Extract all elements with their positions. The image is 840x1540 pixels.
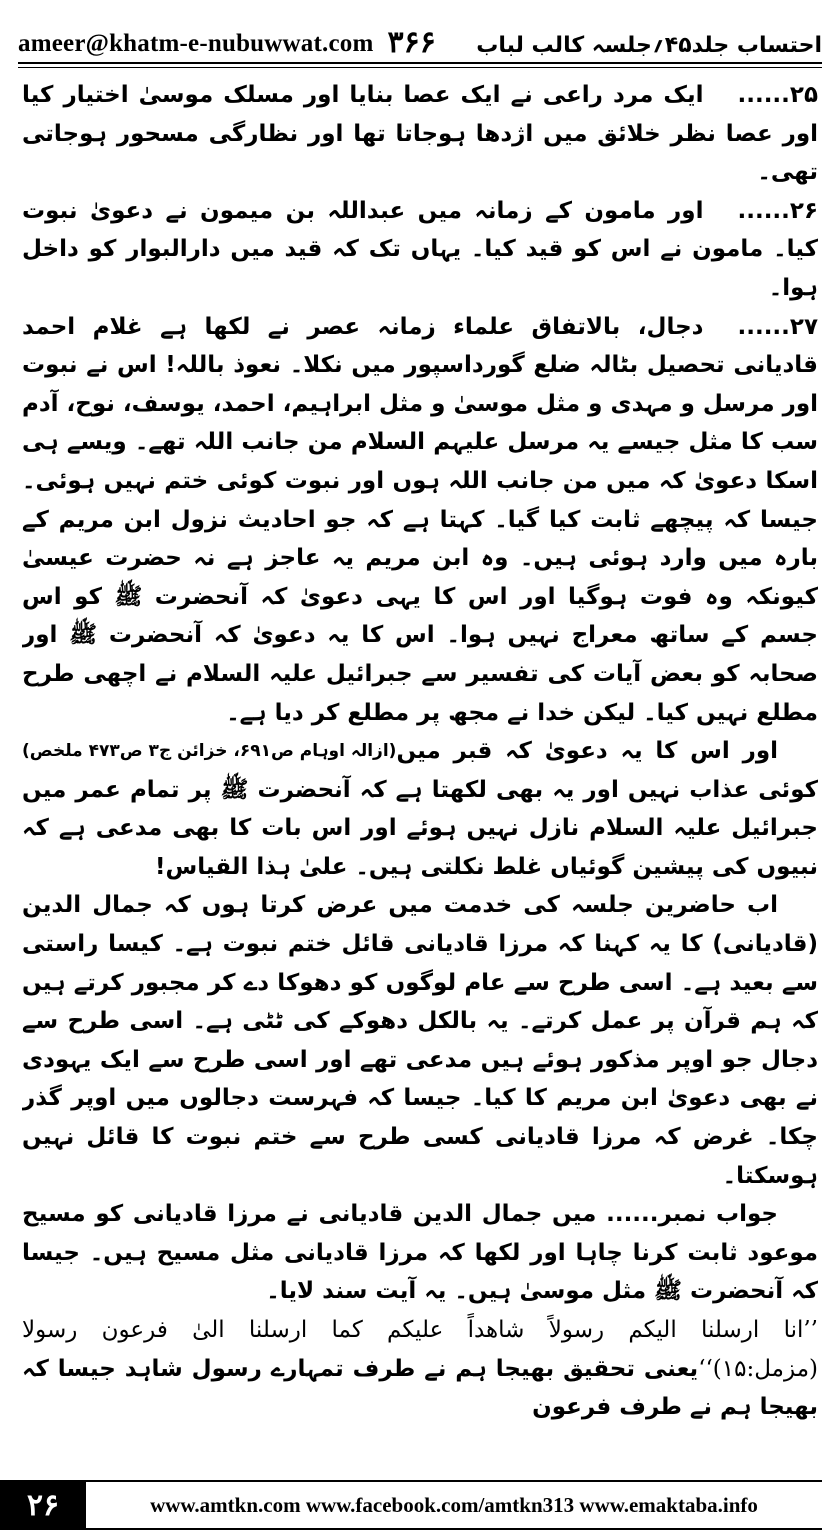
paragraph-text: اور اس کا یہ دعویٰ کہ قبر میں کوئی عذاب نہیں اور یہ بھی لکھتا ہے کہ آنحضرت ﷺ پر تمام عمر میں جبرائیل علیہ السلام نازل نہیں ہوئے اور اس بات کا بھی مدعی ہے کہ نبیوں کی پیشین گوئیاں غلط نکلتی ہیں۔ علیٰ ہذا القیاس! bbox=[22, 738, 818, 880]
paragraph-text: اور مامون کے زمانہ میں عبداللہ بن میمون نے دعویٰ نبوت کیا۔ مامون نے اس کو قید کیا۔ یہاں تک کہ قید میں دارالبوار کو داخل ہوا۔ bbox=[22, 197, 818, 301]
paragraph-text: یعنی تحقیق بھیجا ہم نے طرف تمہارے رسول شاہد جیسا کہ بھیجا ہم نے طرف فرعون bbox=[22, 1355, 818, 1421]
page-footer bbox=[0, 1474, 840, 1534]
header-rule bbox=[18, 62, 822, 64]
footer-bar bbox=[86, 1480, 822, 1530]
page-body bbox=[22, 76, 818, 1466]
paragraph-answer bbox=[22, 1195, 818, 1311]
answer-label: جواب نمبر...... bbox=[606, 1201, 778, 1228]
header-left bbox=[18, 25, 436, 60]
citation: (ازالہ اوہام ص۶۹۱، خزائن ج۳ ص۴۷۳ ملخص) bbox=[22, 741, 397, 762]
footer-links: www.amtkn.com www.facebook.com/amtkn313 www.emaktaba.info bbox=[150, 1492, 758, 1517]
paragraph-26 bbox=[22, 192, 818, 308]
paragraph-address bbox=[22, 886, 818, 1195]
paragraph-ayah bbox=[22, 1311, 818, 1427]
item-number: ۲۵...... bbox=[737, 82, 818, 108]
quranic-verse: ’’انا ارسلنا الیکم رسولاً شاھداً علیکم کما ارسلنا الیٰ فرعون رسولا (مزمل:۱۵)‘‘ bbox=[22, 1317, 818, 1382]
paragraph-27 bbox=[22, 308, 818, 762]
paragraph-text: اب حاضرین جلسہ کی خدمت میں عرض کرتا ہوں کہ جمال الدین (قادیانی) کا یہ کہنا کہ مرزا قادیانی قائل ختم نبوت ہے۔ کیسا راستی سے بعید ہے۔ اسی طرح سے عام لوگوں کو دھوکا دے کر مجبور کرتے ہیں کہ ہم قرآن پر عمل کرتے۔ یہ بالکل دھوکے کی ٹٹی ہے۔ اسی طرح سے دجال جو اوپر مذکور ہوئے ہیں مدعی تھے اور اسی طرح سے ایک یہودی نے بھی دعویٰ ابن مریم کا کیا۔ جیسا کہ فہرست دجالوں میں اوپر گذر چکا۔ غرض کہ مرزا قادیانی کسی طرح سے ختم نبوت کا قائل نہیں ہوسکتا۔ bbox=[22, 892, 818, 1189]
header-book-title: احتساب جلد۴۵؍جلسہ کالب لباب bbox=[476, 33, 822, 58]
header-email: ameer@khatm-e-nubuwwat.com bbox=[18, 30, 374, 57]
paragraph-text: میں جمال الدین قادیانی نے مرزا قادیانی کو مسیح موعود ثابت کرنا چاہا اور لکھا کہ مرزا قادیانی مثل مسیح ہیں۔ جیسا کہ آنحضرت ﷺ مثل موسیٰ ہیں۔ یہ آیت سند لایا۔ bbox=[22, 1201, 818, 1305]
paragraph-text: ایک مرد راعی نے ایک عصا بنایا اور مسلک موسیٰ اختیار کیا اور عصا نظر خلائق میں اژدھا ہوجاتا تھا اور نظارگی مسحور ہوجاتی تھی۔ bbox=[22, 82, 818, 186]
item-number: ۲۷...... bbox=[737, 313, 818, 340]
item-number: ۲۶...... bbox=[737, 197, 818, 224]
paragraph-text: دجال، بالاتفاق علماء زمانہ عصر نے لکھا ہے غلام احمد قادیانی تحصیل بٹالہ ضلع گورداسپور میں نکلا۔ نعوذ باللہ! اس نے نبوت اور مرسل و مہدی و مثل موسیٰ و مثل ابراہیم، احمد، یوسف، نوح، آدم سب کا مثل جیسے یہ مرسل علیہم السلام من جانب اللہ تھے۔ ویسے ہی اسکا دعویٰ کہ میں من جانب اللہ ہوں اور نبوت کوئی ختم نہیں ہوئی۔ جیسا کہ پیچھے ثابت کیا گیا۔ کہتا ہے کہ جو احادیث نزول ابن مریم کے بارہ میں وارد ہوئی ہیں۔ وہ ابن مریم یہ عاجز ہے نہ حضرت عیسیٰ کیونکہ وہ فوت ہوگیا اور اس کا یہی دعویٰ کہ آنحضرت ﷺ کو اس جسم کے ساتھ معراج نہیں ہوا۔ اس کا یہ دعویٰ کہ آنحضرت ﷺ اور صحابہ کو بعض آیات کی تفسیر سے جبرائیل علیہ السلام نے اچھی طرح مطلع نہیں کیا۔ لیکن خدا نے مجھ پر مطلع کر دیا ہے۔ bbox=[22, 313, 818, 726]
page-header bbox=[18, 14, 822, 58]
header-rule-thin bbox=[18, 67, 822, 68]
paragraph-25 bbox=[22, 76, 818, 192]
footer-page-number: ۲۶ bbox=[0, 1480, 86, 1530]
header-page-number: ۳۶۶ bbox=[387, 25, 436, 60]
